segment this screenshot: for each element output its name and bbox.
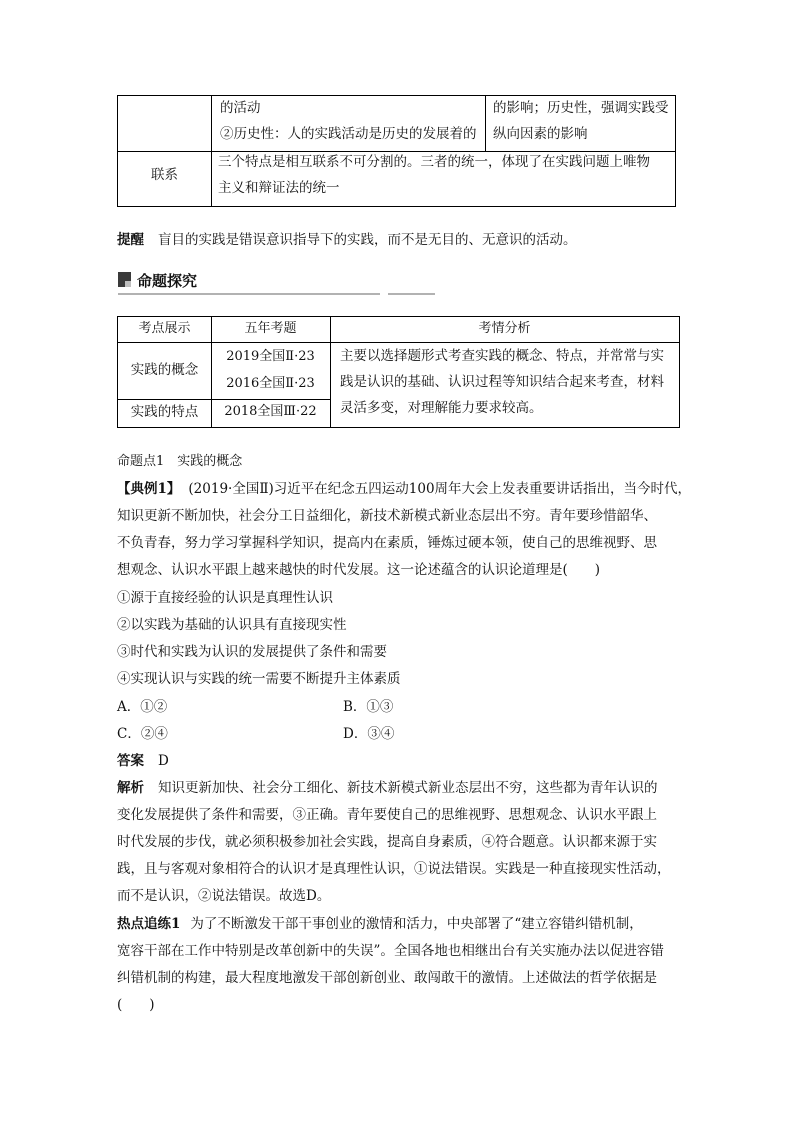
answer-label: 答案 bbox=[117, 753, 144, 769]
statement: ④实现认识与实践的统一需要不断提升主体素质 bbox=[117, 671, 401, 687]
practice-line: ( ) bbox=[117, 997, 155, 1013]
analysis-label: 解析 bbox=[117, 780, 144, 796]
statement: ③时代和实践为认识的发展提供了条件和需要 bbox=[117, 644, 387, 660]
table-cell: 实践的概念 bbox=[130, 362, 199, 378]
table-cell: 纵向因素的影响 bbox=[493, 126, 588, 142]
table-header: 考点展示 bbox=[138, 321, 191, 336]
analysis-text: 知识更新加快、社会分工细化、新技术新模式新业态层出不穷，这些都为青年认识的 bbox=[158, 780, 658, 796]
section-heading: 命题探究 bbox=[137, 272, 198, 290]
heading-rule bbox=[118, 293, 435, 295]
reminder-label: 提醒 bbox=[117, 232, 144, 248]
table-analysis bbox=[340, 343, 674, 421]
statement: ①源于直接经验的认识是真理性认识 bbox=[117, 590, 333, 606]
table-cell: 三个特点是相互联系不可分割的。三者的统一，体现了在实践问题上唯物 bbox=[218, 154, 650, 170]
table-header: 考情分析 bbox=[478, 321, 531, 336]
table-cell: 2019全国Ⅱ·23 bbox=[226, 349, 315, 364]
analysis-line: 主要以选择题形式考查实践的概念、特点，并常常与实 bbox=[340, 348, 664, 364]
reminder-text: 盲目的实践是错误意识指导下的实践，而不是无目的、无意识的活动。 bbox=[158, 232, 577, 248]
table-cell: 的影响；历史性，强调实践受 bbox=[493, 100, 669, 116]
example-label: 【典例1】 bbox=[117, 481, 181, 497]
table-cell: ②历史性：人的实践活动是历史的发展着的 bbox=[220, 126, 477, 142]
table-cell: 2018全国Ⅲ·22 bbox=[224, 404, 317, 419]
example-line: 想观念、认识水平跟上越来越快的时代发展。这一论述蕴含的认识论道理是( ) bbox=[117, 562, 601, 578]
practice-line: 宽容干部在工作中特别是改革创新中的失误”。全国各地也相继出台有关实施办法以促进容错 bbox=[117, 943, 664, 959]
example-text: (2019·全国Ⅱ)习近平在纪念五四运动100周年大会上发表重要讲话指出，当今时代， bbox=[188, 481, 692, 497]
example-line: 知识更新不断加快，社会分工日益细化，新技术新模式新业态层出不穷。青年要珍惜韶华、 bbox=[117, 508, 657, 524]
table-divider bbox=[118, 399, 330, 400]
analysis-line: 践是认识的基础、认识过程等知识结合起来考查，材料 bbox=[340, 374, 664, 390]
example-line bbox=[117, 479, 691, 499]
table-cell: 主义和辩证法的统一 bbox=[218, 180, 340, 196]
example-line: 不负青春，努力学习掌握科学知识，提高内在素质，锤炼过硬本领，使自己的思维视野、思 bbox=[117, 535, 657, 551]
exam-table bbox=[117, 316, 680, 428]
analysis-line: 而不是认识，②说法错误。故选D。 bbox=[117, 888, 331, 904]
practice-label: 热点追练1 bbox=[117, 916, 181, 932]
table-divider bbox=[485, 96, 486, 151]
comparison-table bbox=[117, 95, 676, 207]
practice-text: 为了不断激发干部干事创业的激情和活力，中央部署了“建立容错纠错机制， bbox=[190, 916, 643, 932]
table-cell: 的活动 bbox=[220, 100, 261, 116]
table-cell: 2016全国Ⅱ·23 bbox=[226, 376, 315, 391]
option-c: C．②④ bbox=[117, 726, 168, 742]
reminder bbox=[117, 230, 577, 250]
table-row-label: 联系 bbox=[151, 167, 178, 183]
answer-value: D bbox=[158, 753, 169, 769]
table-header: 五年考题 bbox=[244, 321, 297, 336]
answer-line bbox=[117, 751, 169, 771]
analysis-line: 时代发展的步伐，就必须积极参加社会实践，提高自身素质，④符合题意。认识都来源于实 bbox=[117, 834, 657, 850]
analysis-line bbox=[117, 778, 658, 798]
practice-line bbox=[117, 914, 643, 934]
practice-line: 纠错机制的构建，最大程度地激发干部创新创业、敢闯敢干的激情。上述做法的哲学依据是 bbox=[117, 970, 657, 986]
option-d: D．③④ bbox=[343, 726, 395, 742]
heading-square-icon bbox=[118, 272, 131, 287]
analysis-line: 灵活多变，对理解能力要求较高。 bbox=[340, 400, 543, 416]
statement: ②以实践为基础的认识具有直接现实性 bbox=[117, 617, 347, 633]
table-cell: 实践的特点 bbox=[130, 404, 199, 420]
analysis-line: 践，且与客观对象相符合的认识才是真理性认识，①说法错误。实践是一种直接现实性活动， bbox=[117, 861, 671, 877]
analysis-line: 变化发展提供了条件和需要，③正确。青年要使自己的思维视野、思想观念、认识水平跟上 bbox=[117, 807, 657, 823]
option-b: B．①③ bbox=[343, 699, 394, 715]
option-a: A．①② bbox=[117, 699, 168, 715]
point-title: 命题点1 实践的概念 bbox=[117, 454, 243, 469]
